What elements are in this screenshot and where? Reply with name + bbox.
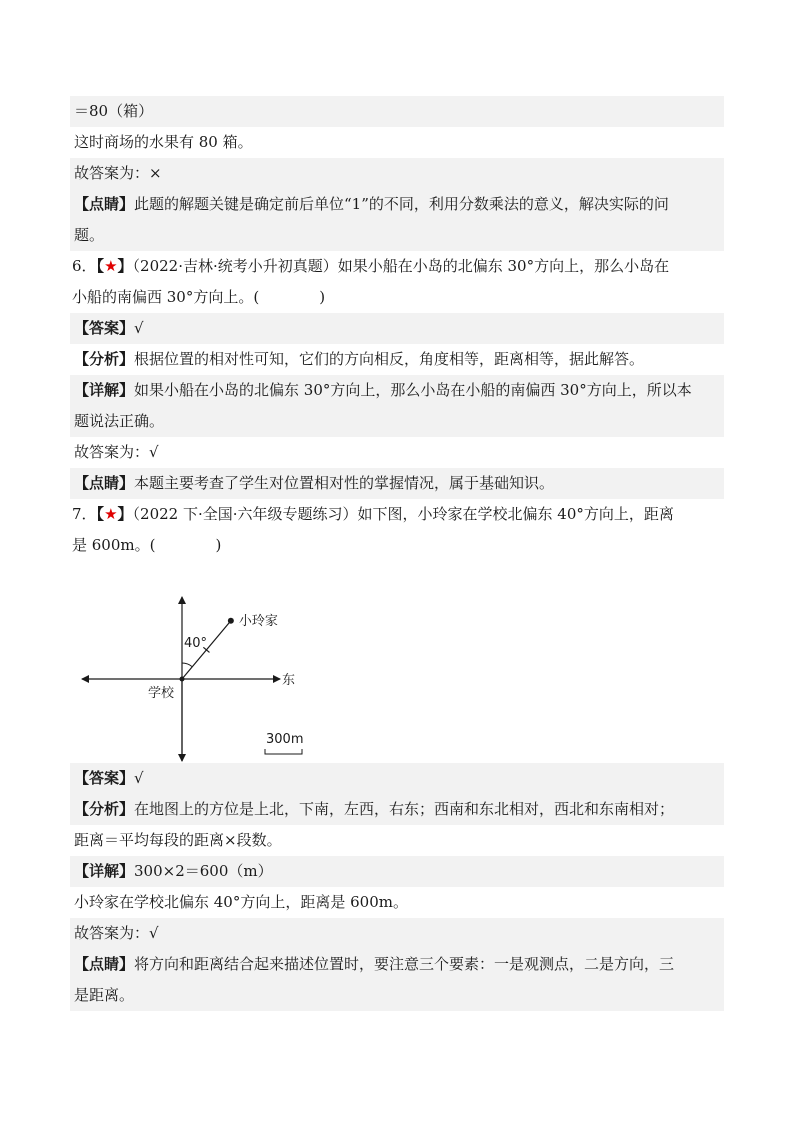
text: 如果小船在小岛的北偏东 30°方向上，那么小岛在小船的南偏西 30°方向上，所以本 — [134, 381, 692, 399]
text: 此题的解题关键是确定前后单位“1”的不同，利用分数乘法的意义，解决实际的问 — [134, 195, 669, 213]
text-line: 故答案为：√ — [74, 443, 159, 461]
detail-line — [70, 375, 724, 406]
text-line: 故答案为：√ — [70, 918, 724, 949]
text: 300×2＝600（m） — [134, 862, 273, 880]
bracket: 】 — [117, 505, 133, 523]
star-icon: ★ — [104, 257, 118, 275]
text: 本题主要考查了学生对位置相对性的掌握情况，属于基础知识。 — [134, 474, 555, 492]
text: 根据位置的相对性可知，它们的方向相反，角度相等，距离相等，据此解答。 — [134, 350, 645, 368]
text: √ — [134, 319, 144, 337]
question-number: 7． — [72, 505, 97, 523]
comment-line — [70, 949, 724, 980]
angle-label: 40° — [184, 636, 208, 651]
direction-diagram — [70, 561, 724, 763]
tag-label: 【详解】 — [74, 381, 135, 399]
angle-arc — [182, 663, 192, 667]
star-icon: ★ — [104, 505, 118, 523]
tag-label: 【点睛】 — [74, 955, 135, 973]
comment-line — [70, 468, 724, 499]
text-line: ＝80（箱） — [70, 96, 724, 127]
east-label: 东 — [282, 673, 296, 688]
question-text: （2022·吉林·统考小升初真题）如果小船在小岛的北偏东 30°方向上，那么小岛在 — [132, 257, 670, 275]
tag-label: 【点睛】 — [74, 195, 135, 213]
text: √ — [134, 769, 144, 787]
direction-diagram-svg — [70, 561, 724, 763]
bracket: 【 — [96, 505, 105, 523]
bracket: 】 — [117, 257, 133, 275]
analysis-line — [70, 794, 724, 825]
document-page — [70, 96, 724, 1011]
bracket: 【 — [96, 257, 105, 275]
answer-line — [70, 763, 724, 794]
question-text-line: 小船的南偏西 30°方向上。( ) — [72, 288, 326, 306]
text-line: 故答案为：× — [70, 158, 724, 189]
answer-line — [70, 313, 724, 344]
school-point — [180, 677, 185, 682]
comment-line — [70, 189, 724, 220]
text-line: 距离＝平均每段的距离×段数。 — [74, 831, 282, 849]
scale-label: 300m — [266, 732, 304, 747]
tag-label: 【答案】 — [74, 319, 135, 337]
question-text: （2022 下·全国·六年级专题练习）如下图，小玲家在学校北偏东 40°方向上，距离 — [132, 505, 674, 523]
text-line: 题说法正确。 — [70, 406, 724, 437]
text: 将方向和距离结合起来描述位置时，要注意三个要素：一是观测点，二是方向，三 — [134, 955, 675, 973]
text: 在地图上的方位是上北，下南，左西，右东；西南和东北相对，西北和东南相对； — [134, 800, 675, 818]
text-line: 是距离。 — [70, 980, 724, 1011]
tag-label: 【分析】 — [74, 350, 135, 368]
tag-label: 【详解】 — [74, 862, 135, 880]
school-label: 学校 — [148, 686, 175, 701]
home-point — [228, 618, 234, 624]
detail-line — [70, 856, 724, 887]
question-number: 6． — [72, 257, 97, 275]
text-line: 小玲家在学校北偏东 40°方向上，距离是 600m。 — [74, 893, 408, 911]
home-label: 小玲家 — [238, 613, 278, 629]
tag-label: 【答案】 — [74, 769, 135, 787]
scale-bar — [265, 749, 302, 754]
analysis-line — [70, 344, 724, 375]
tag-label: 【分析】 — [74, 800, 135, 818]
tag-label: 【点睛】 — [74, 474, 135, 492]
text-line: 这时商场的水果有 80 箱。 — [74, 133, 253, 151]
question-text-line: 是 600m。( ) — [72, 536, 222, 554]
question-7 — [70, 499, 724, 530]
question-6 — [70, 251, 724, 282]
text-line: 题。 — [70, 220, 724, 251]
